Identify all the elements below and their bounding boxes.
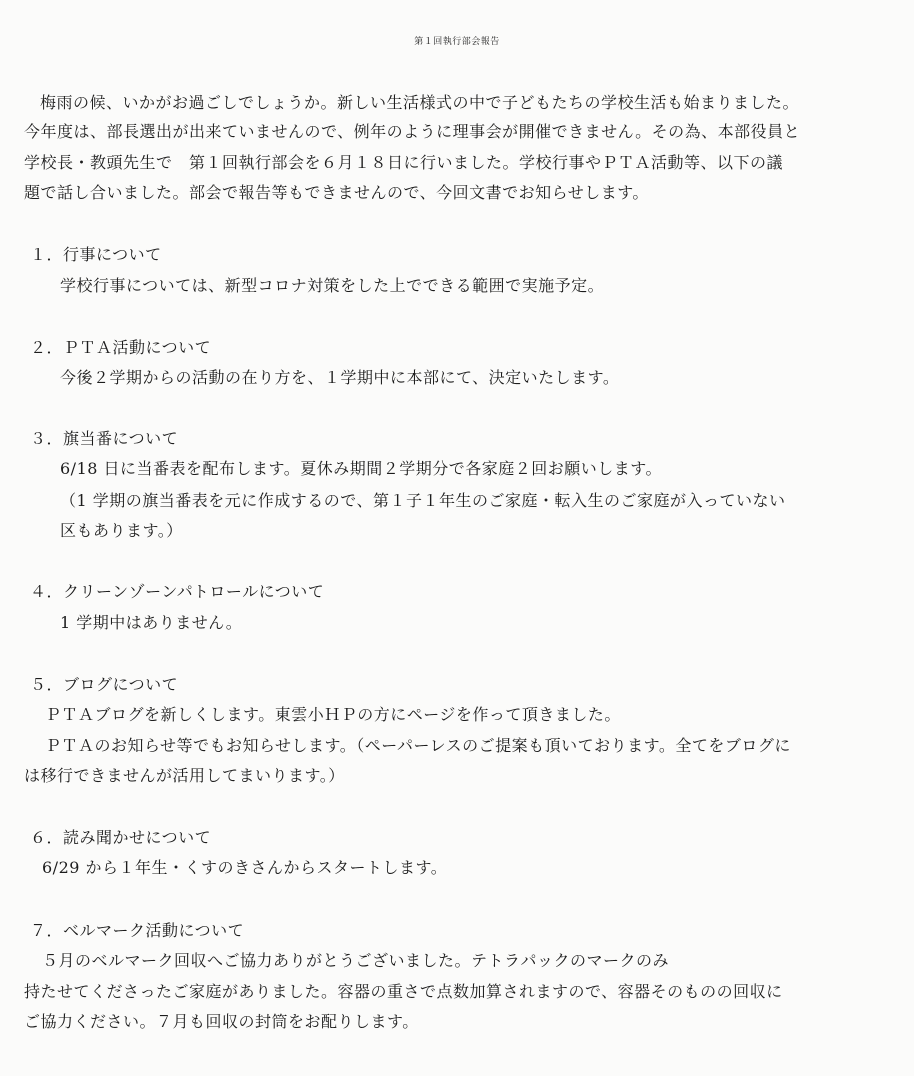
section-1-body-1: 学校行事については、新型コロナ対策をした上でできる範囲で実施予定。	[60, 276, 605, 295]
section-5-body-1: ＰＴＡブログを新しくします。東雲小ＨＰの方にページを作って頂きました。	[45, 705, 621, 724]
section-2-body-1: 今後２学期からの活動の在り方を、１学期中に本部にて、決定いたします。	[60, 368, 620, 387]
intro-line-1: 梅雨の候、いかがお過ごしでしょうか。新しい生活様式の中で子どもたちの学校生活も始まりました。	[40, 93, 800, 112]
section-3-body-1: 6/18 日に当番表を配布します。夏休み期間２学期分で各家庭２回お願いします。	[60, 459, 662, 478]
intro-line-4: 題で話し合いました。部会で報告等もできませんので、今回文書でお知らせします。	[24, 183, 649, 202]
section-3-body-2: （1 学期の旗当番表を元に作成するので、第１子１年生のご家庭・転入生のご家庭が入っていない	[60, 491, 786, 510]
section-4-body-1: 1 学期中はありません。	[60, 613, 243, 632]
section-3-body-3: 区もあります。）	[60, 521, 183, 540]
section-1-heading: １．行事について	[30, 245, 162, 264]
section-5-heading: ５．ブログについて	[30, 675, 179, 694]
section-7-body-2: 持たせてくださったご家庭がありました。容器の重さで点数加算されますので、容器そのものの回収に	[24, 982, 783, 1001]
document-title: 第１回執行部会報告	[414, 37, 500, 47]
section-7-heading: ７．ベルマーク活動について	[30, 921, 245, 940]
section-2-heading: ２．ＰＴＡ活動について	[30, 338, 212, 357]
section-6-heading: ６．読み聞かせについて	[30, 828, 212, 847]
intro-line-2: 今年度は、部長選出が出来ていませんので、例年のように理事会が開催できません。その為、本部役員と	[24, 122, 801, 141]
section-5-body-2: ＰＴＡのお知らせ等でもお知らせします。（ペーパーレスのご提案も頂いております。全てをブログに	[45, 736, 791, 755]
section-6-body-1: 6/29 から１年生・くすのきさんからスタートします。	[42, 858, 448, 877]
section-7-body-3: ご協力ください。７月も回収の封筒をお配りします。	[24, 1012, 419, 1031]
section-4-heading: ４．クリーンゾーンパトロールについて	[30, 582, 325, 601]
section-5-body-3: は移行できませんが活用してまいります。）	[24, 766, 345, 785]
section-3-heading: ３．旗当番について	[30, 429, 179, 448]
intro-line-3: 学校長・教頭先生で 第１回執行部会を６月１８日に行いました。学校行事やＰＴＡ活動等、以下の議	[24, 153, 784, 172]
section-7-body-1: ５月のベルマーク回収へご協力ありがとうございました。テトラパックのマークのみ	[42, 951, 670, 970]
